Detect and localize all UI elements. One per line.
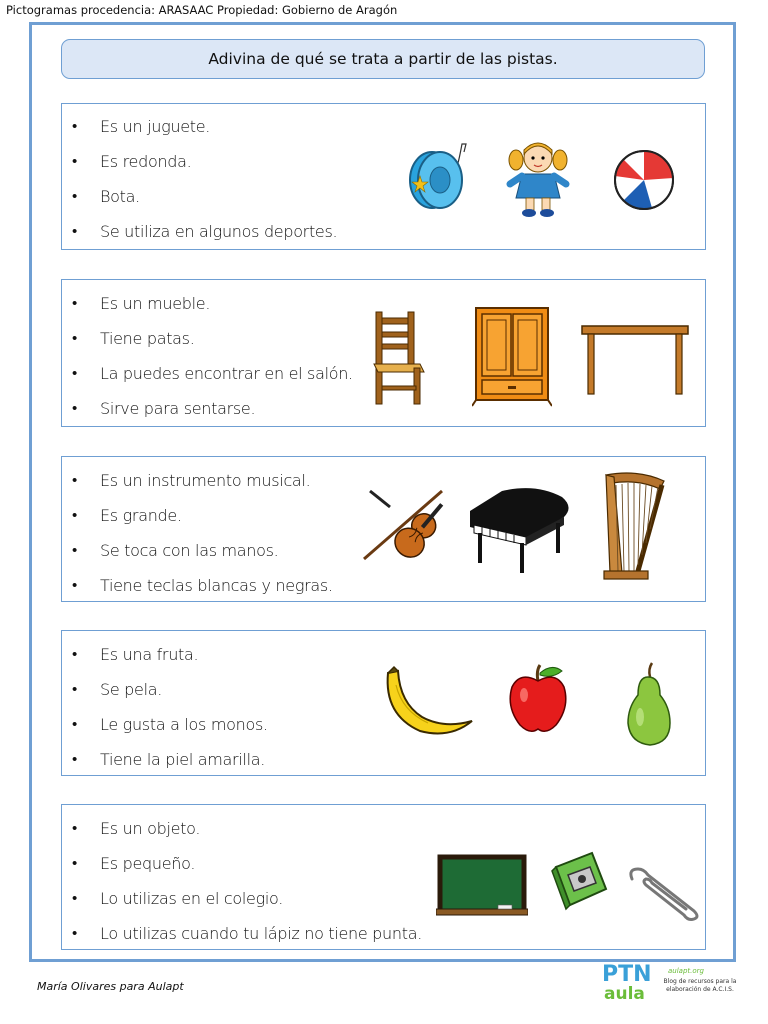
clue-item: • Es redonda. bbox=[72, 152, 192, 171]
wardrobe-icon[interactable] bbox=[472, 306, 552, 408]
clue-item: • Es grande. bbox=[72, 506, 182, 525]
doll-icon[interactable] bbox=[502, 138, 574, 218]
clue-item: • Sirve para sentarse. bbox=[72, 399, 256, 418]
clue-item: • Le gusta a los monos. bbox=[72, 715, 268, 734]
clue-list bbox=[72, 463, 333, 603]
paperclip-icon[interactable] bbox=[624, 863, 704, 923]
clue-item: • La puedes encontrar en el salón. bbox=[72, 364, 353, 383]
aulapt-logo[interactable] bbox=[602, 962, 742, 1018]
clue-list bbox=[72, 811, 422, 951]
riddle-card-3 bbox=[61, 456, 706, 602]
violin-icon[interactable] bbox=[360, 485, 452, 565]
logo-sub-text: aula bbox=[604, 984, 645, 1004]
clue-list bbox=[72, 286, 353, 426]
sharpener-icon[interactable] bbox=[546, 849, 612, 913]
harp-icon[interactable] bbox=[598, 467, 672, 583]
chair-icon[interactable] bbox=[368, 308, 428, 408]
clue-item: • Es pequeño. bbox=[72, 854, 196, 873]
clue-list bbox=[72, 637, 268, 777]
yoyo-icon[interactable] bbox=[400, 140, 476, 214]
riddle-card-1 bbox=[61, 103, 706, 250]
logo-url[interactable]: aulapt.org bbox=[668, 967, 704, 975]
clue-item: • Lo utilizas en el colegio. bbox=[72, 889, 284, 908]
clue-item: • Es un instrumento musical. bbox=[72, 471, 311, 490]
clue-item: • Se toca con las manos. bbox=[72, 541, 279, 560]
clue-item: • Bota. bbox=[72, 187, 140, 206]
clue-item: • Es un mueble. bbox=[72, 294, 211, 313]
ball-icon[interactable] bbox=[612, 148, 676, 212]
pear-icon[interactable] bbox=[624, 661, 674, 747]
logo-tagline: Blog de recursos para la elaboración de A.C.I.S. bbox=[663, 978, 737, 993]
chalkboard-icon[interactable] bbox=[436, 853, 528, 917]
pictogram-credit: Pictogramas procedencia: ARASAAC Propiedad: Gobierno de Aragón bbox=[6, 3, 398, 17]
clue-list bbox=[72, 109, 337, 249]
clue-item: • Se pela. bbox=[72, 680, 163, 699]
riddle-card-4 bbox=[61, 630, 706, 776]
author-credit: María Olivares para Aulapt bbox=[37, 980, 184, 993]
apple-icon[interactable] bbox=[506, 661, 570, 735]
piano-icon[interactable] bbox=[466, 483, 576, 577]
clue-item: • Lo utilizas cuando tu lápiz no tiene punta. bbox=[72, 924, 422, 943]
clue-item: • Es una fruta. bbox=[72, 645, 199, 664]
clue-item: • Tiene la piel amarilla. bbox=[72, 750, 266, 769]
logo-main-text: PTN bbox=[602, 962, 652, 987]
clue-item: • Es un juguete. bbox=[72, 117, 211, 136]
clue-item: • Se utiliza en algunos deportes. bbox=[72, 222, 338, 241]
clue-item: • Tiene patas. bbox=[72, 329, 195, 348]
instruction-title: Adivina de qué se trata a partir de las pistas. bbox=[61, 39, 705, 79]
banana-icon[interactable] bbox=[380, 665, 476, 741]
riddle-card-2 bbox=[61, 279, 706, 427]
clue-item: • Es un objeto. bbox=[72, 819, 201, 838]
table-icon[interactable] bbox=[580, 322, 690, 396]
riddle-card-5 bbox=[61, 804, 706, 950]
clue-item: • Tiene teclas blancas y negras. bbox=[72, 576, 333, 595]
